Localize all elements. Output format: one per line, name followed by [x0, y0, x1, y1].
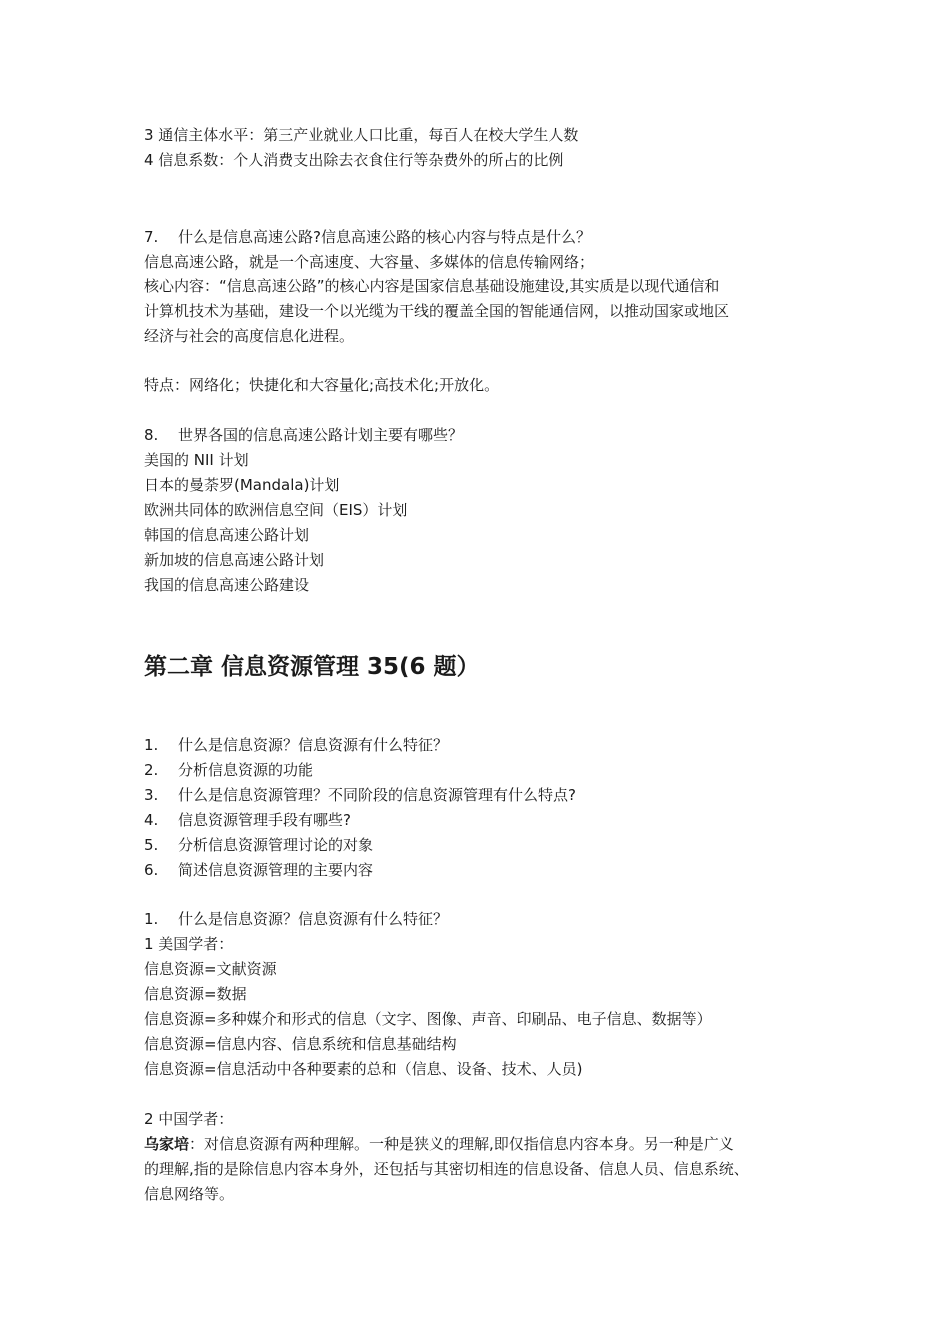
question-text: 什么是信息资源？信息资源有什么特征？ [178, 910, 449, 928]
list-item: 美国的 NII 计划 [144, 451, 249, 469]
list-text: 简述信息资源管理的主要内容 [178, 861, 374, 879]
question-number: 1. [144, 910, 159, 928]
list-item: 韩国的信息高速公路计划 [144, 526, 310, 544]
list-text: 什么是信息资源管理？不同阶段的信息资源管理有什么特点? [178, 786, 576, 804]
paragraph: 4 信息系数：个人消费支出除去衣食住行等杂费外的所占的比例 [144, 151, 564, 169]
chapter-heading: 第二章 信息资源管理 35(6 题） [144, 654, 480, 680]
question-title [144, 908, 448, 930]
list-item: 信息资源=多种媒介和形式的信息（文字、图像、声音、印刷品、电子信息、数据等） [144, 1010, 712, 1028]
question-text: 什么是信息高速公路?信息高速公路的核心内容与特点是什么？ [178, 228, 591, 246]
list-item [144, 784, 576, 806]
list-item: 日本的曼荼罗(Mandala)计划 [144, 476, 340, 494]
list-item: 信息资源=文献资源 [144, 960, 277, 978]
list-item: 信息资源=信息活动中各种要素的总和（信息、设备、技术、人员) [144, 1060, 583, 1078]
question-number: 7. [144, 228, 159, 246]
paragraph: 核心内容：“信息高速公路”的核心内容是国家信息基础设施建设,其实质是以现代通信和 [144, 277, 720, 295]
paragraph: 特点：网络化；快捷化和大容量化;高技术化;开放化。 [144, 376, 500, 394]
paragraph: 经济与社会的高度信息化进程。 [144, 327, 355, 345]
list-item [144, 759, 313, 781]
list-text: 分析信息资源管理讨论的对象 [178, 836, 374, 854]
scholar-name: 乌家培 [144, 1135, 190, 1153]
paragraph: 3 通信主体水平：第三产业就业人口比重，每百人在校大学生人数 [144, 126, 579, 144]
question-title [144, 424, 463, 446]
list-text: 什么是信息资源？信息资源有什么特征？ [178, 736, 449, 754]
list-item: 信息资源=数据 [144, 985, 247, 1003]
list-text: 信息资源管理手段有哪些? [178, 811, 351, 829]
list-number: 3. [144, 786, 159, 804]
list-item [144, 859, 373, 881]
section-label: 2 中国学者： [144, 1110, 234, 1128]
list-item [144, 809, 351, 831]
list-item [144, 834, 373, 856]
question-text: 世界各国的信息高速公路计划主要有哪些？ [178, 426, 464, 444]
list-number: 5. [144, 836, 159, 854]
list-item: 新加坡的信息高速公路计划 [144, 551, 325, 569]
list-number: 4. [144, 811, 159, 829]
section-label: 1 美国学者： [144, 935, 234, 953]
paragraph-text: ：对信息资源有两种理解。一种是狭义的理解,即仅指信息内容本身。另一种是广义 [189, 1135, 734, 1153]
list-item [144, 734, 448, 756]
list-number: 1. [144, 736, 159, 754]
paragraph [144, 1133, 734, 1155]
paragraph: 计算机技术为基础，建设一个以光缆为干线的覆盖全国的智能通信网，以推动国家或地区 [144, 302, 730, 320]
list-item: 欧洲共同体的欧洲信息空间（EIS）计划 [144, 501, 408, 519]
list-number: 6. [144, 861, 159, 879]
paragraph: 信息高速公路，就是一个高速度、大容量、多媒体的信息传输网络； [144, 253, 595, 271]
list-item: 信息资源=信息内容、信息系统和信息基础结构 [144, 1035, 457, 1053]
paragraph: 信息网络等。 [144, 1185, 235, 1203]
question-title [144, 226, 591, 248]
list-number: 2. [144, 761, 159, 779]
question-number: 8. [144, 426, 159, 444]
list-item: 我国的信息高速公路建设 [144, 576, 310, 594]
list-text: 分析信息资源的功能 [178, 761, 314, 779]
paragraph: 的理解,指的是除信息内容本身外，还包括与其密切相连的信息设备、信息人员、信息系统、 [144, 1160, 749, 1178]
